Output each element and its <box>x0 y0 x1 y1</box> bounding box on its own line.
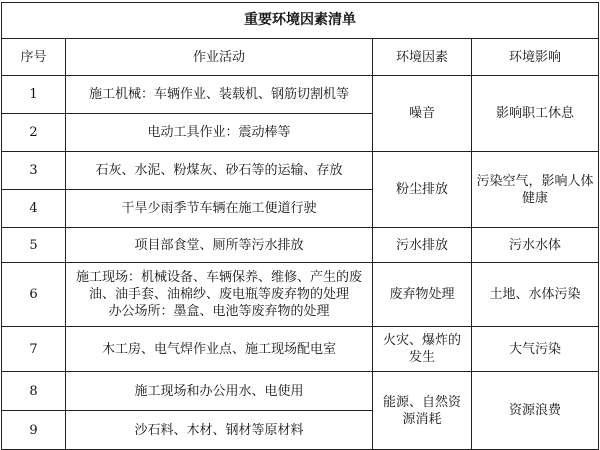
header-number: 序号 <box>2 39 66 76</box>
row-activity: 施工机械：车辆作业、装载机、钢筋切割机等 <box>66 76 373 114</box>
row-number: 3 <box>2 152 66 190</box>
row-factor <box>373 327 472 372</box>
row-number: 7 <box>2 327 66 372</box>
row-activity: 电动工具作业：震动棒等 <box>66 114 373 152</box>
table-row <box>2 327 599 372</box>
row-impact: 大气污染 <box>472 327 599 372</box>
row-impact: 影响职工休息 <box>472 76 599 152</box>
header-activity: 作业活动 <box>66 39 373 76</box>
row-factor: 粉尘排放 <box>373 152 472 228</box>
row-number: 2 <box>2 114 66 152</box>
row-impact: 资源浪费 <box>472 372 599 450</box>
factor-line: 火灾、爆炸的 <box>382 333 461 348</box>
row-factor: 废弃物处理 <box>373 263 472 327</box>
table-title: 重要环境因素清单 <box>2 3 599 39</box>
row-activity: 干旱少雨季节车辆在施工便道行驶 <box>66 190 373 228</box>
row-impact: 土地、水体污染 <box>472 263 599 327</box>
table-row <box>2 228 599 263</box>
table-row <box>2 76 599 114</box>
factor-line: 能源、自然资 <box>382 394 461 410</box>
impact-line: 健康 <box>521 190 548 206</box>
header-factor: 环境因素 <box>373 39 472 76</box>
row-activity: 石灰、水泥、粉煤灰、砂石等的运输、存放 <box>66 152 373 190</box>
row-impact <box>472 152 599 228</box>
factor-line: 发生 <box>408 350 435 365</box>
row-factor <box>373 372 472 450</box>
row-number: 8 <box>2 372 66 411</box>
environmental-factors-table <box>1 2 599 450</box>
row-factor: 污水排放 <box>373 228 472 263</box>
row-activity: 沙石料、木材、钢材等原材料 <box>66 411 373 450</box>
row-number: 6 <box>2 263 66 327</box>
row-impact: 污水水体 <box>472 228 599 263</box>
row-number: 9 <box>2 411 66 450</box>
row-activity <box>66 263 373 327</box>
impact-line: 污染空气，影响人体 <box>476 173 594 189</box>
factor-line: 源消耗 <box>402 411 442 427</box>
activity-line: 办公场所：墨盒、电池等废弃物的处理 <box>108 304 330 319</box>
activity-line: 油、油手套、油棉纱、废电瓶等废弃物的处理 <box>88 287 349 302</box>
row-activity: 木工房、电气焊作业点、施工现场配电室 <box>66 327 373 372</box>
row-number: 4 <box>2 190 66 228</box>
row-activity: 施工现场和办公用水、电使用 <box>66 372 373 411</box>
table-row <box>2 263 599 327</box>
header-impact: 环境影响 <box>472 39 599 76</box>
row-number: 1 <box>2 76 66 114</box>
row-activity: 项目部食堂、厕所等污水排放 <box>66 228 373 263</box>
row-factor: 噪音 <box>373 76 472 152</box>
table-row <box>2 152 599 190</box>
row-number: 5 <box>2 228 66 263</box>
activity-line: 施工现场：机械设备、车辆保养、维修、产生的废 <box>75 270 362 285</box>
table-row <box>2 372 599 411</box>
